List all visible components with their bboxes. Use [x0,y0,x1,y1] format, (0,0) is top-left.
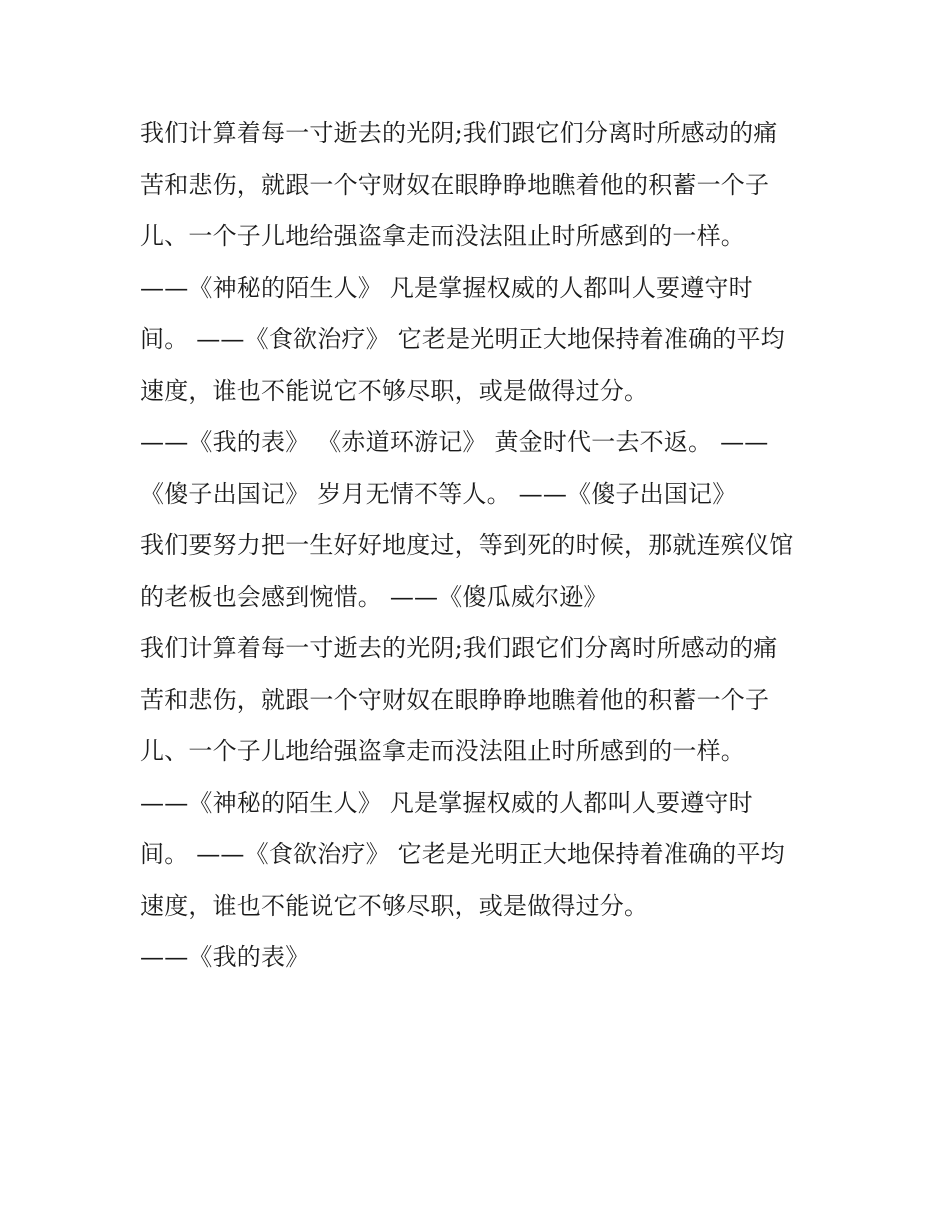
text-line: 速度，谁也不能说它不够尽职，或是做得过分。 [140,891,649,920]
text-line: 间。 ——《食欲治疗》 它老是光明正大地保持着准确的平均 [140,325,785,353]
text-line: ——《我的表》 [140,943,310,971]
text-line: ——《我的表》 《赤道环游记》 黄金时代一去不返。 —— [140,428,769,456]
text-line: 的老板也会感到惋惜。 ——《傻瓜威尔逊》 [140,582,608,611]
text-line: 《傻子出国记》 岁月无情不等人。 ——《傻子出国记》 [140,479,737,508]
text-line: 我们计算着每一寸逝去的光阴;我们跟它们分离时所感动的痛 [140,634,778,662]
text-line: 间。 ——《食欲治疗》 它老是光明正大地保持着准确的平均 [140,840,785,868]
text-line: ——《神秘的陌生人》 凡是掌握权威的人都叫人要遵守时 [140,788,753,817]
text-line: 苦和悲伤，就跟一个守财奴在眼睁睁地瞧着他的积蓄一个子 [140,685,770,714]
text-line: ——《神秘的陌生人》 凡是掌握权威的人都叫人要遵守时 [140,273,753,302]
text-line: 儿、一个子儿地给强盗拿走而没法阻止时所感到的一样。 [140,737,745,765]
text-line: 我们计算着每一寸逝去的光阴;我们跟它们分离时所感动的痛 [140,119,778,147]
text-line: 速度，谁也不能说它不够尽职，或是做得过分。 [140,376,649,405]
text-line: 儿、一个子儿地给强盗拿走而没法阻止时所感到的一样。 [140,222,745,250]
text-line: 我们要努力把一生好好地度过，等到死的时候，那就连殡仪馆 [140,531,794,559]
quotes-text-block [140,108,830,984]
text-line: 苦和悲伤，就跟一个守财奴在眼睁睁地瞧着他的积蓄一个子 [140,170,770,199]
